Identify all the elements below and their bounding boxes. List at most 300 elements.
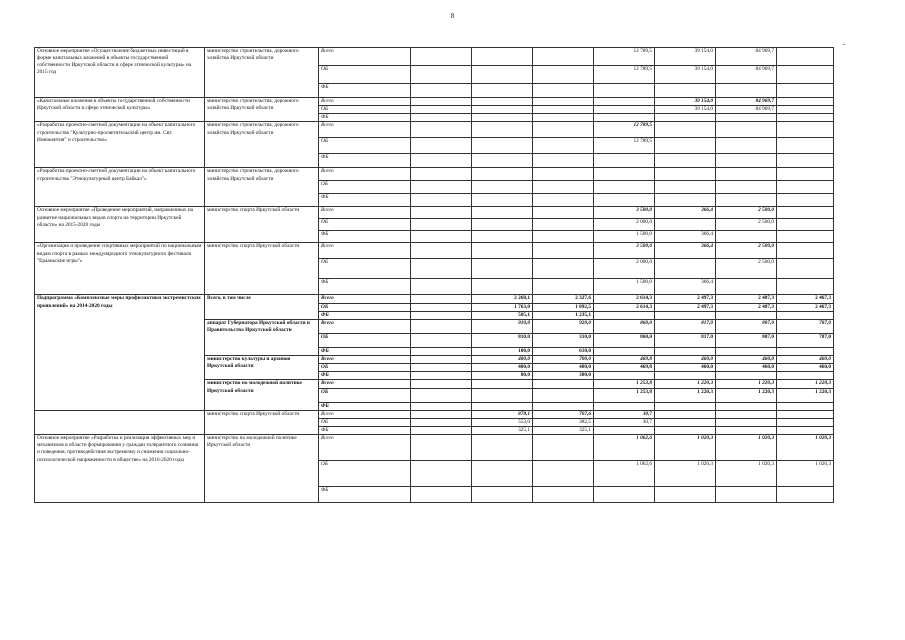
value-cell: [777, 372, 834, 380]
value-cell: [777, 402, 834, 410]
funding-source: Всего: [319, 98, 411, 106]
value-cell: [716, 181, 777, 194]
funding-source: Всего: [319, 295, 411, 303]
value-cell: [777, 98, 834, 106]
value-cell: [411, 333, 472, 347]
table-row: [35, 410, 834, 418]
table-row: [35, 168, 834, 181]
value-cell: [472, 259, 533, 279]
responsible-org: аппарат Губернатора Иркутской области и Правительства Иркутской области: [205, 319, 319, 355]
value-cell: [411, 48, 472, 66]
funding-source: ФБ: [319, 311, 411, 319]
value-cell: [472, 98, 533, 106]
value-cell: [411, 435, 472, 461]
value-cell: 2 327,6: [533, 295, 594, 303]
table-row: [35, 122, 834, 138]
value-cell: [655, 347, 716, 355]
value-cell: 460,0: [655, 355, 716, 363]
table-row: [35, 207, 834, 219]
value-cell: 1 020,3: [655, 435, 716, 461]
value-cell: [533, 461, 594, 487]
value-cell: [655, 487, 716, 503]
value-cell: [411, 106, 472, 114]
value-cell: 860,0: [594, 319, 655, 333]
funding-source: ФБ: [319, 402, 411, 410]
value-cell: [594, 154, 655, 168]
value-cell: 84 969,7: [716, 98, 777, 106]
value-cell: [472, 231, 533, 243]
value-cell: 1 020,3: [777, 461, 834, 487]
value-cell: [472, 207, 533, 219]
value-cell: [472, 122, 533, 138]
funding-source: ОБ: [319, 138, 411, 154]
value-cell: 100,0: [472, 347, 533, 355]
value-cell: [533, 66, 594, 84]
value-cell: 860,0: [594, 333, 655, 347]
value-cell: [472, 66, 533, 84]
value-cell: [533, 487, 594, 503]
value-cell: 84 969,7: [716, 66, 777, 84]
table-row: [35, 98, 834, 106]
value-cell: [411, 279, 472, 295]
value-cell: 1 092,5: [533, 303, 594, 311]
value-cell: 1 220,3: [716, 388, 777, 402]
value-cell: [777, 219, 834, 231]
value-cell: [716, 138, 777, 154]
value-cell: 1 235,1: [533, 311, 594, 319]
value-cell: 469,8: [594, 364, 655, 372]
value-cell: [777, 181, 834, 194]
value-cell: 1 763,0: [472, 303, 533, 311]
value-cell: [777, 426, 834, 434]
value-cell: [594, 84, 655, 98]
value-cell: 2 467,3: [777, 303, 834, 311]
funding-source: Всего: [319, 435, 411, 461]
value-cell: [716, 410, 777, 418]
value-cell: 1 220,3: [655, 388, 716, 402]
value-cell: [533, 279, 594, 295]
value-cell: 3 500,0: [594, 243, 655, 259]
value-cell: [411, 114, 472, 122]
value-cell: [655, 114, 716, 122]
value-cell: 1 500,0: [594, 231, 655, 243]
value-cell: 2 467,3: [777, 295, 834, 303]
value-cell: [655, 194, 716, 207]
value-cell: [533, 435, 594, 461]
value-cell: [655, 122, 716, 138]
value-cell: [777, 279, 834, 295]
value-cell: 1 020,3: [655, 461, 716, 487]
value-cell: [533, 181, 594, 194]
activity-title: Основное мероприятие «Проведение мероприятий, направленных на развитие национальных видов спорта на территории Иркутской области» на 2015-2020 годы: [35, 207, 205, 243]
value-cell: [655, 402, 716, 410]
funding-source: Всего: [319, 243, 411, 259]
value-cell: 553,0: [472, 418, 533, 426]
funding-source: ОБ: [319, 418, 411, 426]
activity-title: «Разработка проектно-сметной документации на объект капитального строительства "Культурно-просветительский центр им. Свт. Иннокентия" и строительство»: [35, 122, 205, 168]
value-cell: [594, 168, 655, 181]
value-cell: [411, 295, 472, 303]
value-cell: [594, 106, 655, 114]
value-cell: 400,0: [533, 364, 594, 372]
value-cell: [472, 279, 533, 295]
value-cell: [472, 154, 533, 168]
funding-source: ФБ: [319, 487, 411, 503]
value-cell: [533, 154, 594, 168]
value-cell: [777, 418, 834, 426]
value-cell: [533, 207, 594, 219]
value-cell: [777, 84, 834, 98]
value-cell: [411, 231, 472, 243]
value-cell: [411, 311, 472, 319]
funding-source: ОБ: [319, 219, 411, 231]
value-cell: [472, 114, 533, 122]
value-cell: [411, 194, 472, 207]
activity-title: «Капитальные вложения в объекты государственной собственности Иркутской области в сфере этнической культуры»: [35, 98, 205, 122]
value-cell: 39 154,0: [655, 98, 716, 106]
value-cell: [472, 219, 533, 231]
value-cell: [411, 380, 472, 388]
value-cell: 460,0: [655, 364, 716, 372]
value-cell: 1 020,3: [777, 435, 834, 461]
value-cell: [411, 487, 472, 503]
value-cell: 1 220,3: [777, 380, 834, 388]
value-cell: [716, 487, 777, 503]
value-cell: [533, 168, 594, 181]
funding-source: ФБ: [319, 231, 411, 243]
value-cell: 310,0: [533, 333, 594, 347]
value-cell: 1 220,3: [716, 380, 777, 388]
value-cell: [533, 219, 594, 231]
activity-title: [35, 410, 205, 434]
funding-source: ФБ: [319, 114, 411, 122]
value-cell: 505,1: [472, 311, 533, 319]
value-cell: 12 789,5: [594, 122, 655, 138]
value-cell: [411, 410, 472, 418]
value-cell: [411, 364, 472, 372]
funding-source: ОБ: [319, 66, 411, 84]
value-cell: 325,1: [533, 426, 594, 434]
value-cell: 460,0: [777, 355, 834, 363]
funding-source: ОБ: [319, 333, 411, 347]
value-cell: [472, 388, 533, 402]
funding-source: Всего: [319, 355, 411, 363]
funding-source: ФБ: [319, 194, 411, 207]
value-cell: 817,0: [655, 319, 716, 333]
value-cell: 2 487,3: [716, 303, 777, 311]
value-cell: [411, 372, 472, 380]
value-cell: [777, 311, 834, 319]
value-cell: [533, 259, 594, 279]
value-cell: [777, 194, 834, 207]
table-row: [35, 243, 834, 259]
value-cell: [716, 154, 777, 168]
value-cell: [411, 319, 472, 333]
value-cell: [716, 418, 777, 426]
value-cell: [655, 168, 716, 181]
value-cell: [533, 122, 594, 138]
value-cell: 810,0: [472, 333, 533, 347]
value-cell: 707,6: [533, 410, 594, 418]
value-cell: [777, 347, 834, 355]
value-cell: [472, 138, 533, 154]
value-cell: 12 789,5: [594, 66, 655, 84]
value-cell: [411, 84, 472, 98]
value-cell: [533, 231, 594, 243]
value-cell: [411, 347, 472, 355]
value-cell: [777, 66, 834, 84]
responsible-org: министерство по молодежной политике Иркутской области: [205, 435, 319, 503]
value-cell: [716, 114, 777, 122]
value-cell: [533, 402, 594, 410]
responsible-org: министерство спорта Иркутской области: [205, 207, 319, 243]
value-cell: [655, 410, 716, 418]
value-cell: 1 020,3: [716, 435, 777, 461]
value-cell: 2 487,3: [716, 295, 777, 303]
value-cell: 80,0: [472, 372, 533, 380]
funding-source: ОБ: [319, 461, 411, 487]
funding-source: ФБ: [319, 426, 411, 434]
value-cell: [655, 219, 716, 231]
value-cell: 39 154,0: [655, 66, 716, 84]
value-cell: 325,1: [472, 426, 533, 434]
value-cell: [411, 138, 472, 154]
value-cell: 787,0: [777, 319, 834, 333]
value-cell: [777, 48, 834, 66]
value-cell: 910,0: [472, 319, 533, 333]
value-cell: 480,0: [472, 355, 533, 363]
value-cell: [472, 402, 533, 410]
funding-source: ОБ: [319, 106, 411, 114]
value-cell: 807,0: [716, 319, 777, 333]
value-cell: [777, 138, 834, 154]
value-cell: [594, 114, 655, 122]
value-cell: 39 154,0: [655, 106, 716, 114]
value-cell: [655, 372, 716, 380]
value-cell: [655, 84, 716, 98]
page-number: 8: [450, 12, 455, 20]
table-row: [35, 435, 834, 461]
value-cell: [533, 243, 594, 259]
value-cell: [594, 402, 655, 410]
value-cell: [472, 48, 533, 66]
value-cell: 817,0: [655, 333, 716, 347]
responsible-org: министерство строительства, дорожного хозяйства Иркутской области: [205, 48, 319, 98]
corner-mark: -: [843, 40, 846, 48]
funding-source: ОБ: [319, 303, 411, 311]
value-cell: 2 500,0: [716, 219, 777, 231]
value-cell: [472, 461, 533, 487]
value-cell: 878,1: [472, 410, 533, 418]
value-cell: [472, 84, 533, 98]
value-cell: [655, 311, 716, 319]
value-cell: [533, 98, 594, 106]
value-cell: 300,0: [533, 372, 594, 380]
value-cell: [594, 98, 655, 106]
funding-source: ОБ: [319, 388, 411, 402]
value-cell: 1 020,3: [716, 461, 777, 487]
funding-source: ОБ: [319, 364, 411, 372]
value-cell: 2 268,1: [472, 295, 533, 303]
responsible-org: министерство по молодежной политике Иркутской области: [205, 380, 319, 410]
value-cell: [716, 402, 777, 410]
value-cell: [411, 154, 472, 168]
value-cell: 460,0: [716, 364, 777, 372]
responsible-org: министерство спорта Иркутской области: [205, 243, 319, 295]
value-cell: [777, 106, 834, 114]
value-cell: 12 789,5: [594, 48, 655, 66]
value-cell: [594, 347, 655, 355]
value-cell: 2 614,3: [594, 295, 655, 303]
activity-title: Подпрограмма «Комплексные меры профилактики экстремистских проявлений» на 2014-2020 годы: [35, 295, 205, 410]
value-cell: [594, 194, 655, 207]
value-cell: [777, 259, 834, 279]
value-cell: 787,0: [777, 333, 834, 347]
funding-source: ФБ: [319, 372, 411, 380]
value-cell: [411, 418, 472, 426]
value-cell: [655, 426, 716, 434]
value-cell: [411, 461, 472, 487]
value-cell: [594, 311, 655, 319]
value-cell: [472, 168, 533, 181]
value-cell: [411, 181, 472, 194]
funding-source: ОБ: [319, 259, 411, 279]
value-cell: [411, 168, 472, 181]
value-cell: 460,0: [777, 364, 834, 372]
value-cell: [472, 487, 533, 503]
value-cell: [655, 154, 716, 168]
value-cell: 460,0: [716, 355, 777, 363]
value-cell: [472, 243, 533, 259]
value-cell: [533, 84, 594, 98]
funding-source: ОБ: [319, 181, 411, 194]
value-cell: [594, 372, 655, 380]
value-cell: 2 500,0: [716, 259, 777, 279]
value-cell: [411, 207, 472, 219]
funding-source: ФБ: [319, 84, 411, 98]
activity-title: Основное мероприятие «Осуществление бюджетных инвестиций в форме капитальных вложений в объекты государственной собственности Иркутской области в сфере этнической культуры» на 2015 год: [35, 48, 205, 98]
value-cell: 1 062,6: [594, 435, 655, 461]
value-cell: 30,7: [594, 418, 655, 426]
value-cell: [411, 355, 472, 363]
value-cell: 2 614,3: [594, 303, 655, 311]
value-cell: [472, 380, 533, 388]
budget-table: [34, 47, 834, 503]
value-cell: [533, 388, 594, 402]
value-cell: [777, 168, 834, 181]
value-cell: [777, 114, 834, 122]
funding-source: ФБ: [319, 347, 411, 355]
value-cell: [716, 279, 777, 295]
funding-source: Всего: [319, 319, 411, 333]
value-cell: [533, 380, 594, 388]
value-cell: [533, 106, 594, 114]
value-cell: 366,4: [655, 243, 716, 259]
value-cell: [411, 388, 472, 402]
value-cell: [716, 311, 777, 319]
value-cell: 2 000,0: [594, 219, 655, 231]
value-cell: [777, 154, 834, 168]
value-cell: [655, 181, 716, 194]
activity-title: «Разработка проектно-сметной документации на объект капитального строительства "Этнокультурный центр Байкал"»: [35, 168, 205, 207]
value-cell: [472, 106, 533, 114]
value-cell: [777, 243, 834, 259]
value-cell: [716, 347, 777, 355]
responsible-org: министерство строительства, дорожного хозяйства Иркутской области: [205, 168, 319, 207]
value-cell: [655, 138, 716, 154]
value-cell: [411, 426, 472, 434]
value-cell: [655, 259, 716, 279]
activity-title: Основное мероприятие «Разработка и реализация эффективных мер и механизмов в области формирования у граждан толерантного сознания и поведения, противодействия экстремизму и снижения социально-психологической напряженности в обществе» на 2016-2020 годы: [35, 435, 205, 503]
value-cell: 1 253,8: [594, 388, 655, 402]
value-cell: [411, 122, 472, 138]
value-cell: [777, 122, 834, 138]
value-cell: [472, 435, 533, 461]
value-cell: [594, 426, 655, 434]
value-cell: [777, 487, 834, 503]
activity-title: «Организация и проведение спортивных мероприятий по национальным видам спорта в рамках международного этнокультурного фестиваля "Ерааньские игры"»: [35, 243, 205, 295]
funding-source: Всего: [319, 168, 411, 181]
value-cell: [411, 66, 472, 84]
value-cell: 1 062,6: [594, 461, 655, 487]
value-cell: [533, 114, 594, 122]
funding-source: Всего: [319, 207, 411, 219]
value-cell: 700,0: [533, 355, 594, 363]
value-cell: 12 789,5: [594, 138, 655, 154]
value-cell: [655, 418, 716, 426]
responsible-org: министерство культуры и архивов Иркутской области: [205, 355, 319, 379]
value-cell: 30,7: [594, 410, 655, 418]
value-cell: 1 253,8: [594, 380, 655, 388]
value-cell: 1 220,3: [655, 380, 716, 388]
responsible-org: министерство строительства, дорожного хозяйства Иркутской области: [205, 122, 319, 168]
funding-source: ФБ: [319, 279, 411, 295]
value-cell: [411, 303, 472, 311]
value-cell: 2 497,3: [655, 295, 716, 303]
value-cell: [533, 194, 594, 207]
value-cell: [411, 243, 472, 259]
value-cell: 400,0: [472, 364, 533, 372]
responsible-org: Всего, в том числе: [205, 295, 319, 319]
value-cell: [716, 194, 777, 207]
value-cell: [411, 259, 472, 279]
funding-source: Всего: [319, 48, 411, 66]
value-cell: [533, 48, 594, 66]
value-cell: 39 154,0: [655, 48, 716, 66]
value-cell: 1 220,3: [777, 388, 834, 402]
value-cell: 2 497,3: [655, 303, 716, 311]
value-cell: [716, 426, 777, 434]
value-cell: [716, 231, 777, 243]
value-cell: [777, 231, 834, 243]
value-cell: [594, 181, 655, 194]
value-cell: [411, 98, 472, 106]
value-cell: 807,0: [716, 333, 777, 347]
value-cell: [716, 122, 777, 138]
value-cell: [777, 207, 834, 219]
value-cell: [533, 138, 594, 154]
table-row: [35, 295, 834, 303]
table-row: [35, 48, 834, 66]
value-cell: 366,4: [655, 279, 716, 295]
value-cell: 382,5: [533, 418, 594, 426]
funding-source: Всего: [319, 380, 411, 388]
value-cell: 2 500,0: [716, 207, 777, 219]
responsible-org: министерство строительства, дорожного хозяйства Иркутской области: [205, 98, 319, 122]
value-cell: [472, 194, 533, 207]
value-cell: 366,4: [655, 207, 716, 219]
value-cell: 366,4: [655, 231, 716, 243]
